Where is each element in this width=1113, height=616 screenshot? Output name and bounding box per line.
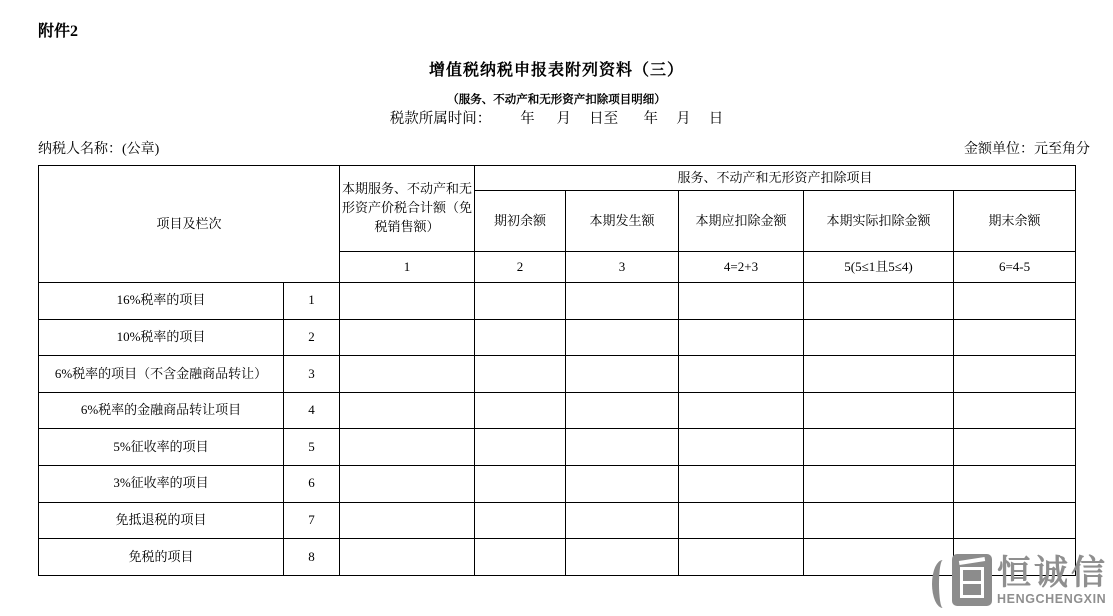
blank-cell [804, 283, 954, 320]
row-number: 7 [284, 502, 340, 539]
row-label: 16%税率的项目 [39, 283, 284, 320]
form-subtitle: （服务、不动产和无形资产扣除项目明细） [447, 94, 666, 106]
blank-cell [954, 356, 1076, 393]
hengchengxin-logo-icon [932, 554, 992, 608]
row-label: 6%税率的项目（不含金融商品转让） [39, 356, 284, 393]
table-row [39, 283, 1076, 320]
blank-cell [340, 465, 475, 502]
colnum-5: 5(5≤1且5≤4) [804, 252, 954, 283]
blank-cell [954, 465, 1076, 502]
blank-cell [340, 319, 475, 356]
blank-cell [340, 283, 475, 320]
watermark-chinese-text: 恒诚信 [997, 555, 1108, 592]
blank-cell [804, 356, 954, 393]
colnum-6: 6=4-5 [954, 252, 1076, 283]
blank-cell [679, 429, 804, 466]
hengchengxin-watermark [932, 554, 1108, 608]
row-label: 免抵退税的项目 [39, 502, 284, 539]
row-number: 4 [284, 392, 340, 429]
attachment-label: 附件2 [38, 23, 79, 40]
header-actual-deducted: 本期实际扣除金额 [804, 191, 954, 252]
row-number: 1 [284, 283, 340, 320]
blank-cell [804, 465, 954, 502]
table-row [39, 539, 1076, 576]
tax-period-line: 税款所属时间： 年 月 日至 年 月 日 [389, 111, 724, 127]
blank-cell [566, 465, 679, 502]
colnum-4: 4=2+3 [679, 252, 804, 283]
header-closing-balance: 期末余额 [954, 191, 1076, 252]
blank-cell [475, 539, 566, 576]
blank-cell [340, 539, 475, 576]
blank-cell [475, 502, 566, 539]
table-row [39, 319, 1076, 356]
table-row [39, 356, 1076, 393]
blank-cell [475, 392, 566, 429]
blank-cell [340, 429, 475, 466]
blank-cell [566, 283, 679, 320]
blank-cell [679, 319, 804, 356]
blank-cell [679, 356, 804, 393]
blank-cell [475, 283, 566, 320]
table-row [39, 465, 1076, 502]
blank-cell [475, 465, 566, 502]
header-items-column: 项目及栏次 [39, 166, 340, 283]
blank-cell [566, 429, 679, 466]
header-current-amount: 本期发生额 [566, 191, 679, 252]
row-label: 5%征收率的项目 [39, 429, 284, 466]
blank-cell [804, 392, 954, 429]
blank-cell [954, 319, 1076, 356]
row-number: 6 [284, 465, 340, 502]
colnum-1: 1 [340, 252, 475, 283]
row-label: 6%税率的金融商品转让项目 [39, 392, 284, 429]
header-total-column: 本期服务、不动产和无形资产价税合计额（免税销售额） [340, 166, 475, 252]
blank-cell [566, 319, 679, 356]
blank-cell [804, 319, 954, 356]
deduction-items-table [38, 165, 1076, 576]
blank-cell [566, 356, 679, 393]
blank-cell [954, 283, 1076, 320]
table-row [39, 502, 1076, 539]
form-title: 增值税纳税申报表附列资料（三） [428, 62, 684, 79]
blank-cell [566, 502, 679, 539]
row-label: 10%税率的项目 [39, 319, 284, 356]
blank-cell [804, 429, 954, 466]
row-number: 2 [284, 319, 340, 356]
blank-cell [566, 539, 679, 576]
blank-cell [679, 502, 804, 539]
blank-cell [954, 392, 1076, 429]
blank-cell [566, 392, 679, 429]
blank-cell [475, 356, 566, 393]
blank-cell [679, 465, 804, 502]
table-row [39, 392, 1076, 429]
blank-cell [679, 392, 804, 429]
blank-cell [475, 429, 566, 466]
blank-cell [954, 429, 1076, 466]
blank-cell [954, 502, 1076, 539]
amount-unit-label: 金额单位：元至角分 [964, 142, 1090, 157]
blank-cell [340, 392, 475, 429]
row-number: 5 [284, 429, 340, 466]
blank-cell [679, 539, 804, 576]
row-label: 免税的项目 [39, 539, 284, 576]
blank-cell [340, 502, 475, 539]
header-deductible-amount: 本期应扣除金额 [679, 191, 804, 252]
table-row [39, 429, 1076, 466]
header-group-title: 服务、不动产和无形资产扣除项目 [475, 166, 1076, 191]
row-number: 8 [284, 539, 340, 576]
row-number: 3 [284, 356, 340, 393]
header-opening-balance: 期初余额 [475, 191, 566, 252]
blank-cell [475, 319, 566, 356]
blank-cell [804, 502, 954, 539]
colnum-2: 2 [475, 252, 566, 283]
watermark-english-text: HENGCHENGXIN [997, 592, 1107, 607]
taxpayer-name-label: 纳税人名称：(公章) [38, 142, 160, 157]
blank-cell [340, 356, 475, 393]
row-label: 3%征收率的项目 [39, 465, 284, 502]
blank-cell [679, 283, 804, 320]
colnum-3: 3 [566, 252, 679, 283]
